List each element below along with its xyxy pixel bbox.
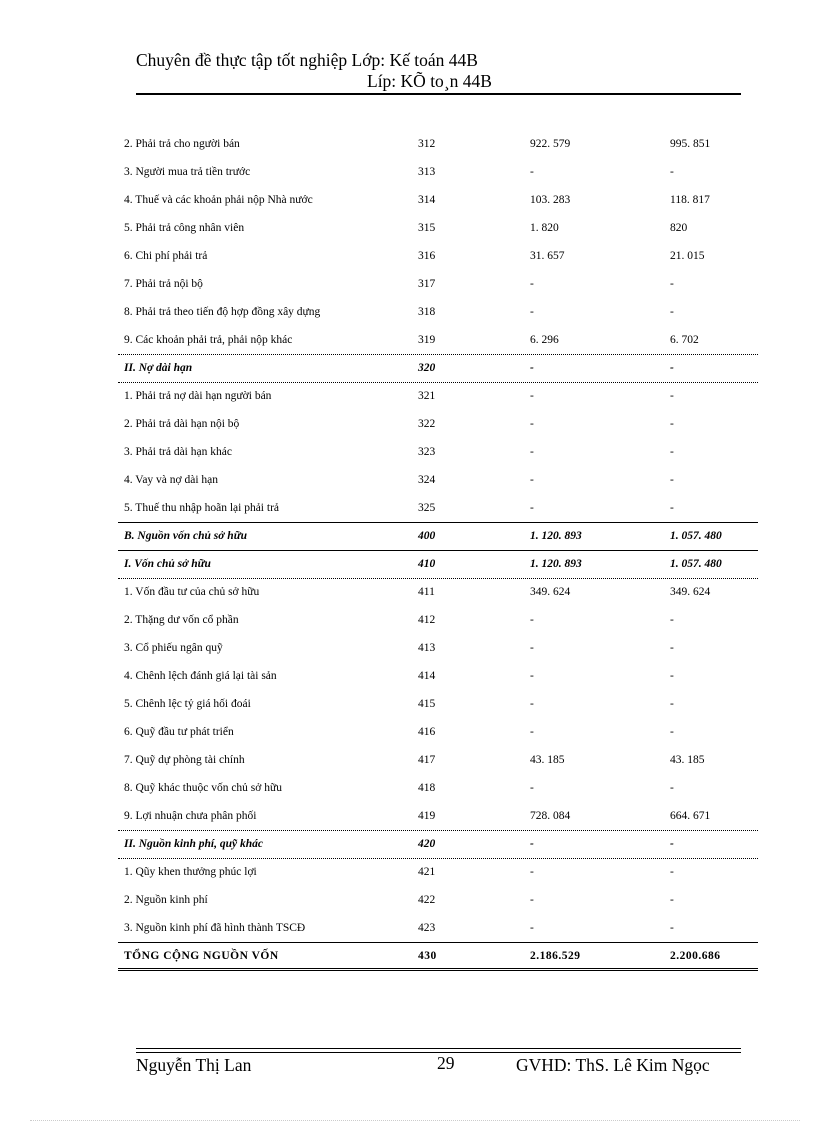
row-name: 9. Lợi nhuận chưa phân phối xyxy=(124,810,257,822)
table-row xyxy=(118,327,758,355)
row-value-end: - xyxy=(530,782,534,794)
row-value-end: - xyxy=(530,642,534,654)
row-value-end: 728. 084 xyxy=(530,810,571,822)
table-row xyxy=(118,635,758,663)
row-name: 5. Thuế thu nhập hoãn lại phải trả xyxy=(124,502,279,514)
row-name: 8. Quỹ khác thuộc vốn chủ sở hữu xyxy=(124,782,282,794)
row-value-end: - xyxy=(530,166,534,178)
row-name: 3. Phải trả dài hạn khác xyxy=(124,446,232,458)
row-code: 322 xyxy=(418,418,436,430)
row-value-end: - xyxy=(530,670,534,682)
row-value-begin: 43. 185 xyxy=(670,754,705,766)
row-code: 412 xyxy=(418,614,436,626)
row-name: 5. Phải trả công nhân viên xyxy=(124,222,245,234)
row-value-end: - xyxy=(530,614,534,626)
table-row xyxy=(118,579,758,607)
row-value-end: - xyxy=(530,894,534,906)
row-code: 416 xyxy=(418,726,436,738)
row-code: 414 xyxy=(418,670,436,682)
page-bottom-edge xyxy=(30,1120,800,1121)
row-name: 3. Nguồn kinh phí đã hình thành TSCĐ xyxy=(124,922,306,934)
row-name: 5. Chênh lệc tỷ giá hối đoái xyxy=(124,698,251,710)
row-code: 313 xyxy=(418,166,436,178)
table-row xyxy=(118,495,758,523)
balance-sheet-table xyxy=(118,131,758,971)
row-name: 4. Thuế và các khoản phải nộp Nhà nước xyxy=(124,194,313,206)
row-code: 320 xyxy=(418,362,436,374)
row-value-begin: 118. 817 xyxy=(670,194,710,206)
row-value-begin: - xyxy=(670,894,674,906)
table-row xyxy=(118,663,758,691)
row-name: 1. Vốn đầu tư của chủ sở hữu xyxy=(124,586,260,598)
row-value-end: - xyxy=(530,362,534,374)
row-code: 421 xyxy=(418,866,436,878)
table-row xyxy=(118,719,758,747)
row-value-begin: 1. 057. 480 xyxy=(670,530,722,542)
row-code: 315 xyxy=(418,222,436,234)
table-row xyxy=(118,915,758,943)
row-value-begin: 664. 671 xyxy=(670,810,711,822)
row-value-end: 103. 283 xyxy=(530,194,571,206)
table-row xyxy=(118,299,758,327)
row-name: 3. Cổ phiếu ngân quỹ xyxy=(124,642,223,654)
row-name: 4. Vay và nợ dài hạn xyxy=(124,474,219,486)
row-name: 8. Phải trả theo tiến độ hợp đồng xây dựng xyxy=(124,306,321,318)
table-row xyxy=(118,383,758,411)
row-value-end: 1. 820 xyxy=(530,222,559,234)
row-value-end: - xyxy=(530,866,534,878)
row-value-begin: - xyxy=(670,474,674,486)
table-row xyxy=(118,803,758,831)
row-code: 419 xyxy=(418,810,436,822)
row-value-begin: - xyxy=(670,922,674,934)
row-code: 324 xyxy=(418,474,436,486)
row-code: 430 xyxy=(418,950,437,962)
row-value-end: - xyxy=(530,698,534,710)
row-code: 317 xyxy=(418,278,436,290)
page-number: 29 xyxy=(437,1053,455,1073)
row-value-end: - xyxy=(530,306,534,318)
row-code: 314 xyxy=(418,194,436,206)
total-row xyxy=(118,943,758,971)
table-row xyxy=(118,887,758,915)
row-name: I. Vốn chủ sở hữu xyxy=(124,558,211,570)
row-value-begin: 349. 624 xyxy=(670,586,711,598)
row-code: 318 xyxy=(418,306,436,318)
section-row-long-term-debt xyxy=(118,355,758,383)
row-value-begin: 820 xyxy=(670,222,688,234)
section-row-owner-equity-source xyxy=(118,523,758,551)
row-value-begin: 21. 015 xyxy=(670,250,705,262)
row-code: 410 xyxy=(418,558,436,570)
table-row xyxy=(118,131,758,159)
row-value-begin: - xyxy=(670,446,674,458)
row-value-begin: - xyxy=(670,166,674,178)
row-name: TỔNG CỘNG NGUỒN VỐN xyxy=(124,950,279,962)
row-name: 1. Phải trả nợ dài hạn người bán xyxy=(124,390,272,402)
row-value-begin: 2.200.686 xyxy=(670,950,721,962)
row-code: 411 xyxy=(418,586,435,598)
row-value-end: - xyxy=(530,446,534,458)
row-code: 413 xyxy=(418,642,436,654)
row-value-begin: - xyxy=(670,670,674,682)
row-value-end: 43. 185 xyxy=(530,754,565,766)
row-code: 325 xyxy=(418,502,436,514)
row-value-begin: - xyxy=(670,866,674,878)
row-code: 319 xyxy=(418,334,436,346)
table-row xyxy=(118,467,758,495)
section-row-funding-other xyxy=(118,831,758,859)
row-value-end: 1. 120. 893 xyxy=(530,558,582,570)
row-value-begin: 6. 702 xyxy=(670,334,699,346)
table-row xyxy=(118,159,758,187)
row-name: B. Nguồn vốn chủ sở hữu xyxy=(124,530,247,542)
row-code: 422 xyxy=(418,894,436,906)
row-name: 6. Chi phí phải trả xyxy=(124,250,208,262)
table-row xyxy=(118,215,758,243)
section-row-owner-equity xyxy=(118,551,758,579)
row-name: 9. Các khoản phải trả, phải nộp khác xyxy=(124,334,293,346)
row-value-begin: - xyxy=(670,614,674,626)
row-code: 316 xyxy=(418,250,436,262)
table-row xyxy=(118,775,758,803)
row-value-begin: - xyxy=(670,698,674,710)
table-row xyxy=(118,271,758,299)
row-name: 2. Thặng dư vốn cổ phần xyxy=(124,614,239,626)
row-name: 2. Nguồn kinh phí xyxy=(124,894,208,906)
row-value-end: - xyxy=(530,278,534,290)
row-value-begin: - xyxy=(670,642,674,654)
row-name: 2. Phải trả cho người bán xyxy=(124,138,240,150)
row-value-end: - xyxy=(530,390,534,402)
header-rule xyxy=(136,93,741,95)
row-name: 1. Qũy khen thưởng phúc lợi xyxy=(124,866,257,878)
table-row xyxy=(118,607,758,635)
row-value-begin: - xyxy=(670,726,674,738)
row-value-end: - xyxy=(530,474,534,486)
row-value-begin: - xyxy=(670,502,674,514)
row-name: 7. Phải trả nội bộ xyxy=(124,278,203,290)
row-code: 400 xyxy=(418,530,436,542)
row-code: 415 xyxy=(418,698,436,710)
row-value-end: 349. 624 xyxy=(530,586,571,598)
row-code: 417 xyxy=(418,754,436,766)
row-value-end: - xyxy=(530,418,534,430)
row-name: 4. Chênh lệch đánh giá lại tài sản xyxy=(124,670,277,682)
row-value-end: - xyxy=(530,502,534,514)
row-value-end: - xyxy=(530,838,534,850)
row-name: 6. Quỹ đầu tư phát triển xyxy=(124,726,234,738)
row-value-end: - xyxy=(530,922,534,934)
row-value-end: - xyxy=(530,726,534,738)
row-value-end: 922. 579 xyxy=(530,138,571,150)
row-value-begin: 995. 851 xyxy=(670,138,711,150)
row-name: II. Nguồn kinh phí, quỹ khác xyxy=(124,838,263,850)
table-row xyxy=(118,859,758,887)
table-row xyxy=(118,187,758,215)
row-value-begin: - xyxy=(670,838,674,850)
row-value-begin: - xyxy=(670,782,674,794)
header-title: Chuyên đề thực tập tốt nghiệp Lớp: Kế toán 44B xyxy=(136,50,478,70)
row-name: 2. Phải trả dài hạn nội bộ xyxy=(124,418,240,430)
table-row xyxy=(118,439,758,467)
row-code: 312 xyxy=(418,138,436,150)
row-value-begin: - xyxy=(670,390,674,402)
row-code: 420 xyxy=(418,838,436,850)
row-name: 3. Người mua trả tiền trước xyxy=(124,166,251,178)
row-code: 418 xyxy=(418,782,436,794)
row-value-begin: - xyxy=(670,306,674,318)
row-value-begin: 1. 057. 480 xyxy=(670,558,722,570)
row-value-end: 6. 296 xyxy=(530,334,559,346)
row-value-end: 1. 120. 893 xyxy=(530,530,582,542)
footer-author: Nguyễn Thị Lan xyxy=(136,1055,252,1075)
row-value-begin: - xyxy=(670,362,674,374)
table-row xyxy=(118,691,758,719)
row-name: II. Nợ dài hạn xyxy=(124,362,193,374)
table-row xyxy=(118,411,758,439)
table-row xyxy=(118,747,758,775)
row-code: 323 xyxy=(418,446,436,458)
row-value-begin: - xyxy=(670,418,674,430)
row-code: 423 xyxy=(418,922,436,934)
table-row xyxy=(118,243,758,271)
row-value-begin: - xyxy=(670,278,674,290)
row-value-end: 2.186.529 xyxy=(530,950,581,962)
row-name: 7. Quỹ dự phòng tài chính xyxy=(124,754,245,766)
row-code: 321 xyxy=(418,390,436,402)
header-class-garbled: Líp: KÕ to¸n 44B xyxy=(367,71,492,91)
row-value-end: 31. 657 xyxy=(530,250,565,262)
footer-advisor: GVHD: ThS. Lê Kim Ngọc xyxy=(516,1055,710,1075)
